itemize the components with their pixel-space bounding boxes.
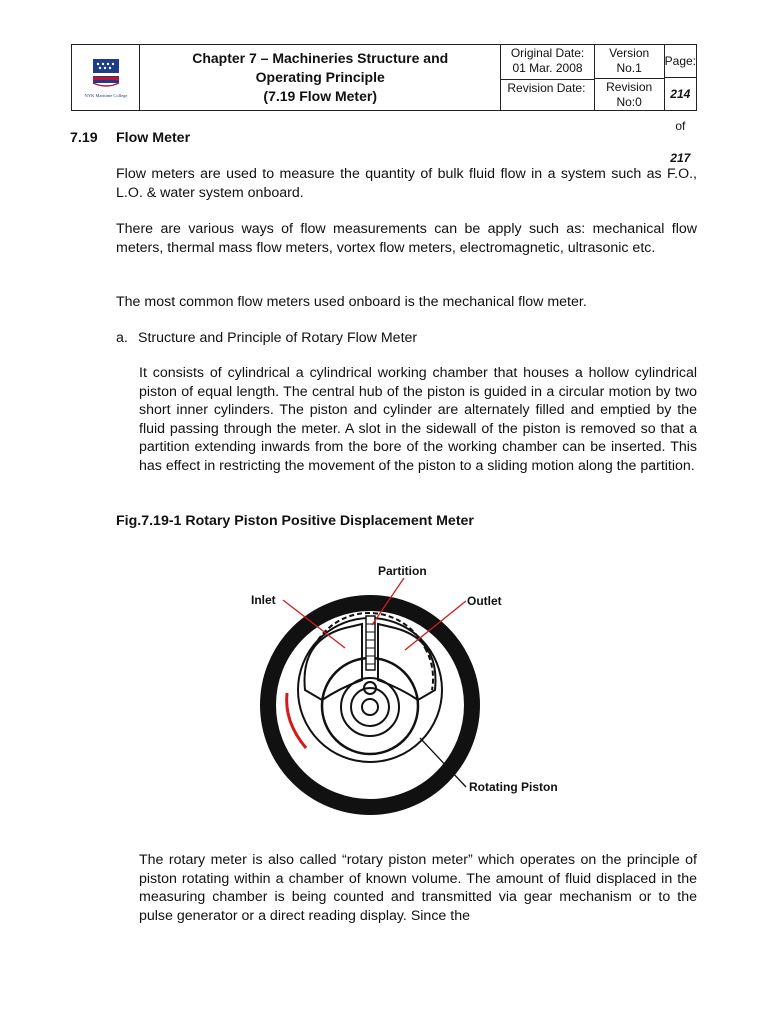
leader-inlet	[283, 600, 345, 648]
hub-mid	[341, 678, 399, 736]
logo-text: NYK Maritime College	[84, 92, 127, 98]
label-inlet: Inlet	[251, 593, 276, 607]
figure-caption: Fig.7.19-1 Rotary Piston Positive Displacement Meter	[116, 513, 474, 529]
list-item-letter: a.	[116, 330, 128, 346]
version-cell	[595, 45, 665, 110]
dates-cell	[501, 45, 594, 110]
page-cell	[664, 45, 696, 165]
chamber-wall	[298, 618, 442, 762]
list-item-text: Structure and Principle of Rotary Flow Meter	[138, 330, 418, 346]
label-rotating-piston: Rotating Piston	[469, 780, 558, 794]
title-line-1: Chapter 7 – Machineries Structure and	[192, 50, 449, 66]
version-value: No.1	[616, 61, 642, 75]
outer-housing	[268, 603, 472, 807]
original-date-value: 01 Mar. 2008	[512, 61, 583, 75]
hub-outer	[322, 658, 418, 754]
page-total: 217	[670, 151, 691, 165]
revision-label: Revision	[606, 80, 653, 94]
logo-cell	[72, 45, 140, 110]
label-outlet: Outlet	[467, 594, 502, 608]
list-item-a	[116, 329, 697, 348]
leader-outlet	[405, 601, 466, 650]
leader-piston	[420, 738, 466, 787]
chapter-title	[140, 45, 501, 110]
hub-center	[362, 699, 378, 715]
paragraph-intro: Flow meters are used to measure the quantity of bulk fluid flow in a system such as F.O., L.O. & water system onboard.	[116, 166, 697, 201]
page-number	[665, 78, 696, 174]
version-label: Version	[609, 46, 650, 60]
section-number: 7.19	[70, 130, 98, 146]
revision-value: No:0	[616, 95, 642, 109]
page-label: Page:	[665, 45, 696, 78]
title-line-3: (7.19 Flow Meter)	[263, 88, 377, 104]
page-current: 214	[670, 87, 691, 101]
dashed-track	[318, 613, 425, 648]
paragraph-structure: It consists of cylindrical a cylindrical working chamber that houses a hollow cylindrical piston of equal length. The central hub of the piston is guided in a circular motion by two short inner cylinders. The piston and cylinder are alternately filled and emptied by the fluid passing through the meter. A slot in the sidewall of the piston is removed so that a partition extending inwards from the bore of the working chamber can be inserted. This has effect in restricting the movement of the piston to a sliding motion along the partition.	[139, 365, 697, 474]
piston-body	[305, 624, 363, 700]
paragraph-methods: There are various ways of flow measurements can be apply such as: mechanical flow meters, thermal mass flow meters, vortex flow meters, electromagnetic, ultrasonic etc.	[116, 221, 697, 256]
paragraph-common: The most common flow meters used onboard is the mechanical flow meter.	[116, 294, 587, 310]
revision-date-label: Revision Date:	[507, 81, 586, 95]
partition	[366, 616, 375, 670]
original-date-label: Original Date:	[510, 46, 585, 60]
title-line-2: Operating Principle	[255, 69, 385, 85]
page-of: of	[675, 119, 686, 133]
rotation-arrow	[287, 693, 306, 748]
college-logo	[78, 55, 134, 101]
document-header	[71, 44, 697, 165]
label-partition: Partition	[378, 564, 427, 578]
hub-ring	[351, 688, 389, 726]
section-title: Flow Meter	[116, 130, 191, 146]
hub-pin	[364, 682, 376, 694]
paragraph-rotary-meter: The rotary meter is also called “rotary piston meter” which operates on the principle of piston rotating within a chamber of known volume. The amount of fluid displaced in the measuring chamber is being counted and transmitted via gear mechanism or to the pulse generator or a direct reading display. Since the	[139, 852, 697, 924]
leader-partition	[372, 578, 404, 625]
